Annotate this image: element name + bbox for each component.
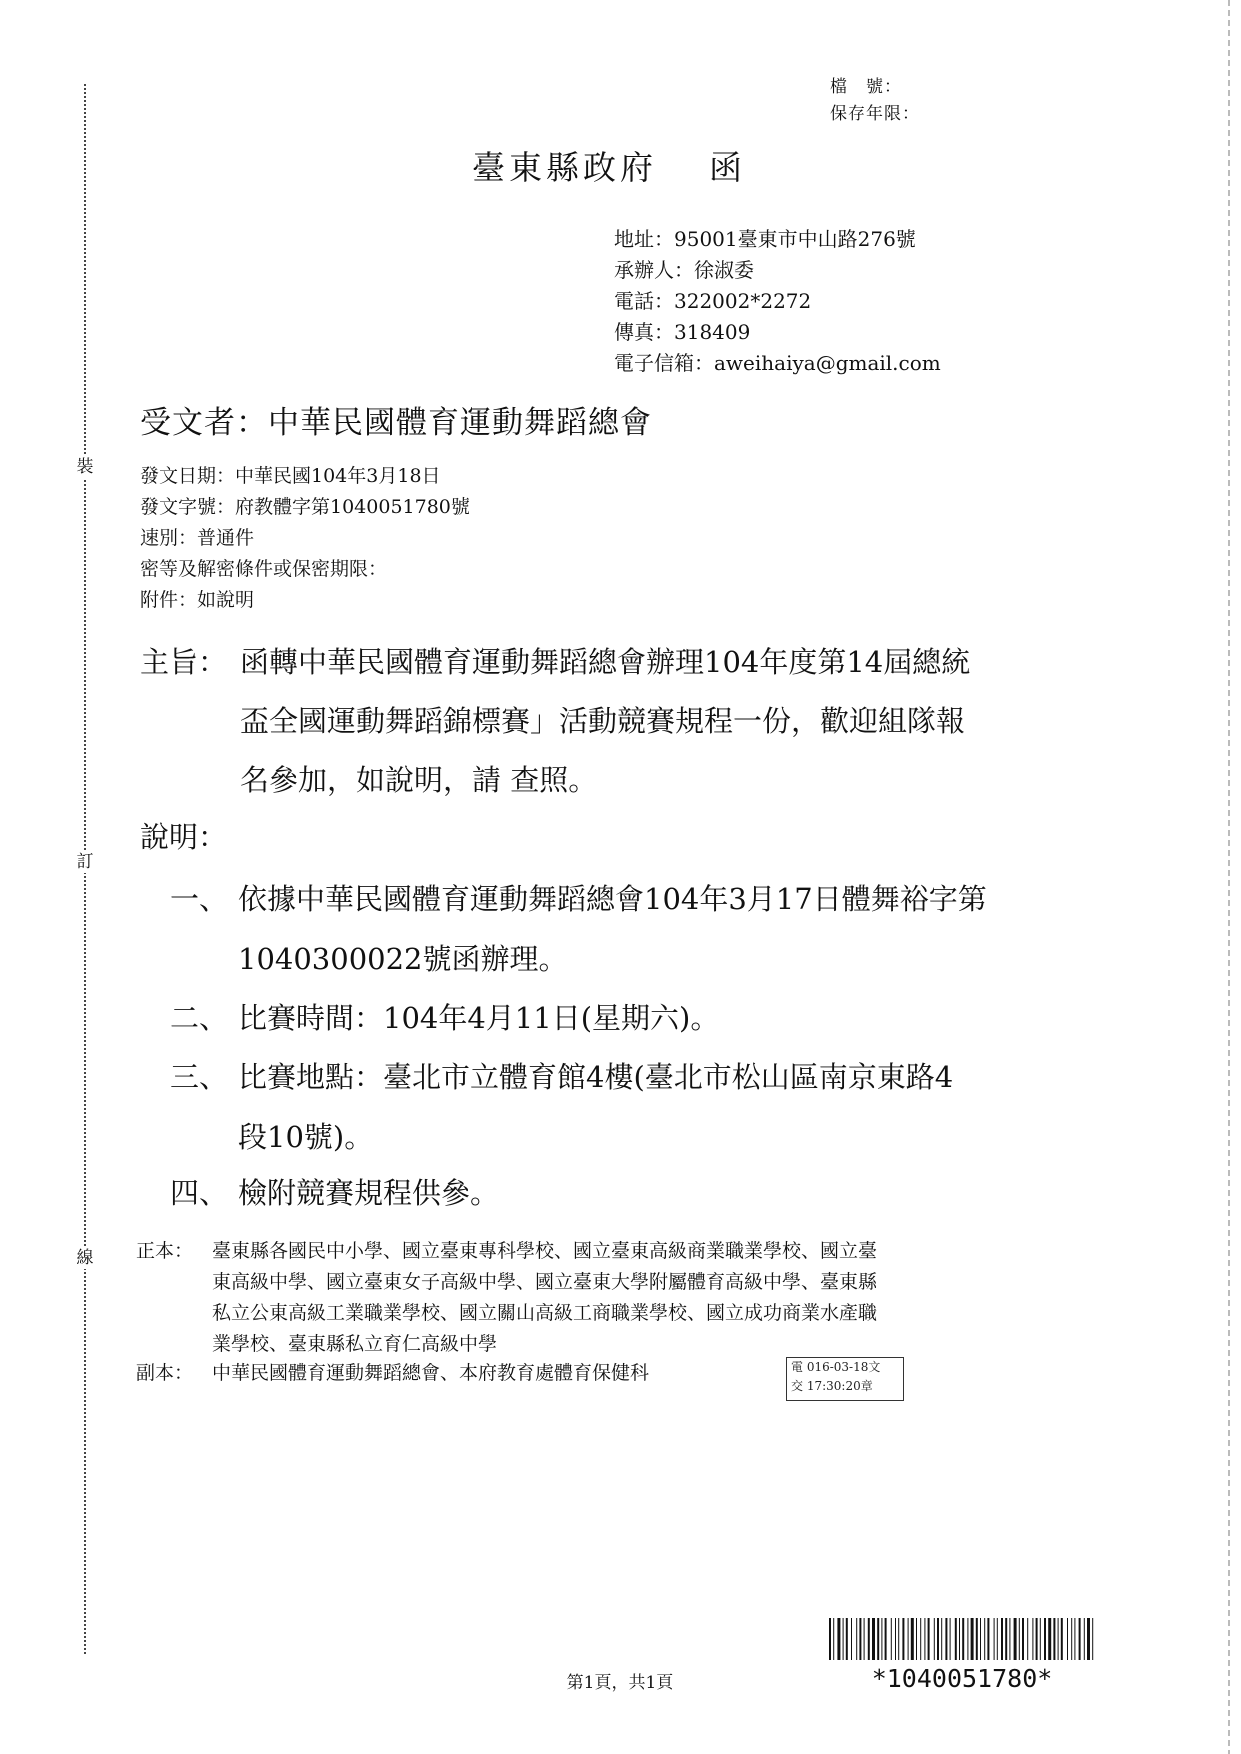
address: 地址：95001臺東市中山路276號 bbox=[614, 227, 916, 251]
main-recipients-line: 私立公東高級工業職業學校、國立關山高級工商職業學校、國立成功商業水產職 bbox=[212, 1302, 878, 1324]
item-text: 檢附競賽規程供參。 bbox=[238, 1176, 500, 1210]
item-text: 比賽時間：104年4月11日(星期六)。 bbox=[238, 1001, 720, 1035]
receipt-stamp bbox=[786, 1357, 904, 1401]
page-number: 第1頁，共1頁 bbox=[566, 1673, 674, 1693]
secrecy-level: 密等及解密條件或保密期限： bbox=[140, 558, 388, 580]
copy-recipients: 中華民國體育運動舞蹈總會、本府教育處體育保健科 bbox=[212, 1362, 650, 1384]
item-text: 依據中華民國體育運動舞蹈總會104年3月17日體舞裕字第 bbox=[238, 882, 987, 916]
item-number: 二、 bbox=[170, 1001, 229, 1035]
explanation-label: 說明： bbox=[140, 820, 228, 854]
barcode-graphic bbox=[829, 1618, 1095, 1660]
fax: 傳真：318409 bbox=[614, 320, 751, 344]
file-number-label: 檔 號： bbox=[830, 77, 902, 97]
attachment: 附件：如說明 bbox=[140, 589, 255, 611]
stamp-line: 電 016-03-18文 bbox=[791, 1360, 881, 1374]
binding-mark-zhuang: 裝 bbox=[70, 456, 100, 478]
item-text: 比賽地點：臺北市立體育館4樓(臺北市松山區南京東路4 bbox=[238, 1060, 954, 1094]
subject-label: 主旨： bbox=[140, 645, 228, 679]
issue-date: 發文日期：中華民國104年3月18日 bbox=[140, 465, 441, 487]
contact-block bbox=[614, 224, 941, 379]
scan-edge bbox=[1228, 0, 1230, 1754]
document-info bbox=[140, 461, 470, 616]
subject-line: 盃全國運動舞蹈錦標賽」活動競賽規程一份，歡迎組隊報 bbox=[240, 704, 966, 738]
item-number: 三、 bbox=[170, 1060, 229, 1094]
delivery-speed: 速別：普通件 bbox=[140, 527, 255, 549]
issuing-agency: 臺東縣政府 bbox=[472, 148, 657, 187]
recipient: 受文者：中華民國體育運動舞蹈總會 bbox=[140, 405, 652, 441]
issue-number: 發文字號：府教體字第1040051780號 bbox=[140, 496, 470, 518]
barcode-number: *1040051780* bbox=[871, 1664, 1053, 1693]
binding-mark-ding: 訂 bbox=[70, 851, 100, 873]
email: 電子信箱：aweihaiya@gmail.com bbox=[614, 351, 941, 375]
subject-line: 函轉中華民國體育運動舞蹈總會辦理104年度第14屆總統 bbox=[240, 645, 971, 679]
document-title bbox=[472, 142, 746, 189]
retention-period-label: 保存年限： bbox=[830, 104, 920, 124]
phone: 電話：322002*2272 bbox=[614, 289, 812, 313]
stamp-line: 交 17:30:20章 bbox=[791, 1379, 873, 1393]
main-recipients-label: 正本： bbox=[136, 1240, 194, 1262]
binding-mark-xian: 線 bbox=[70, 1247, 100, 1269]
subject-line: 名參加，如說明，請 查照。 bbox=[240, 763, 598, 797]
document-type: 函 bbox=[709, 148, 746, 187]
item-number: 一、 bbox=[170, 882, 229, 916]
copy-recipients-label: 副本： bbox=[136, 1362, 194, 1384]
main-recipients-line: 業學校、臺東縣私立育仁高級中學 bbox=[212, 1333, 498, 1355]
item-text: 1040300022號函辦理。 bbox=[238, 942, 568, 976]
main-recipients-line: 臺東縣各國民中小學、國立臺東專科學校、國立臺東高級商業職業學校、國立臺 bbox=[212, 1240, 878, 1262]
handler: 承辦人：徐淑委 bbox=[614, 258, 754, 282]
item-text: 段10號)。 bbox=[238, 1120, 374, 1154]
item-number: 四、 bbox=[170, 1176, 229, 1210]
main-recipients bbox=[212, 1236, 877, 1360]
main-recipients-line: 東高級中學、國立臺東女子高級中學、國立臺東大學附屬體育高級中學、臺東縣 bbox=[212, 1271, 878, 1293]
